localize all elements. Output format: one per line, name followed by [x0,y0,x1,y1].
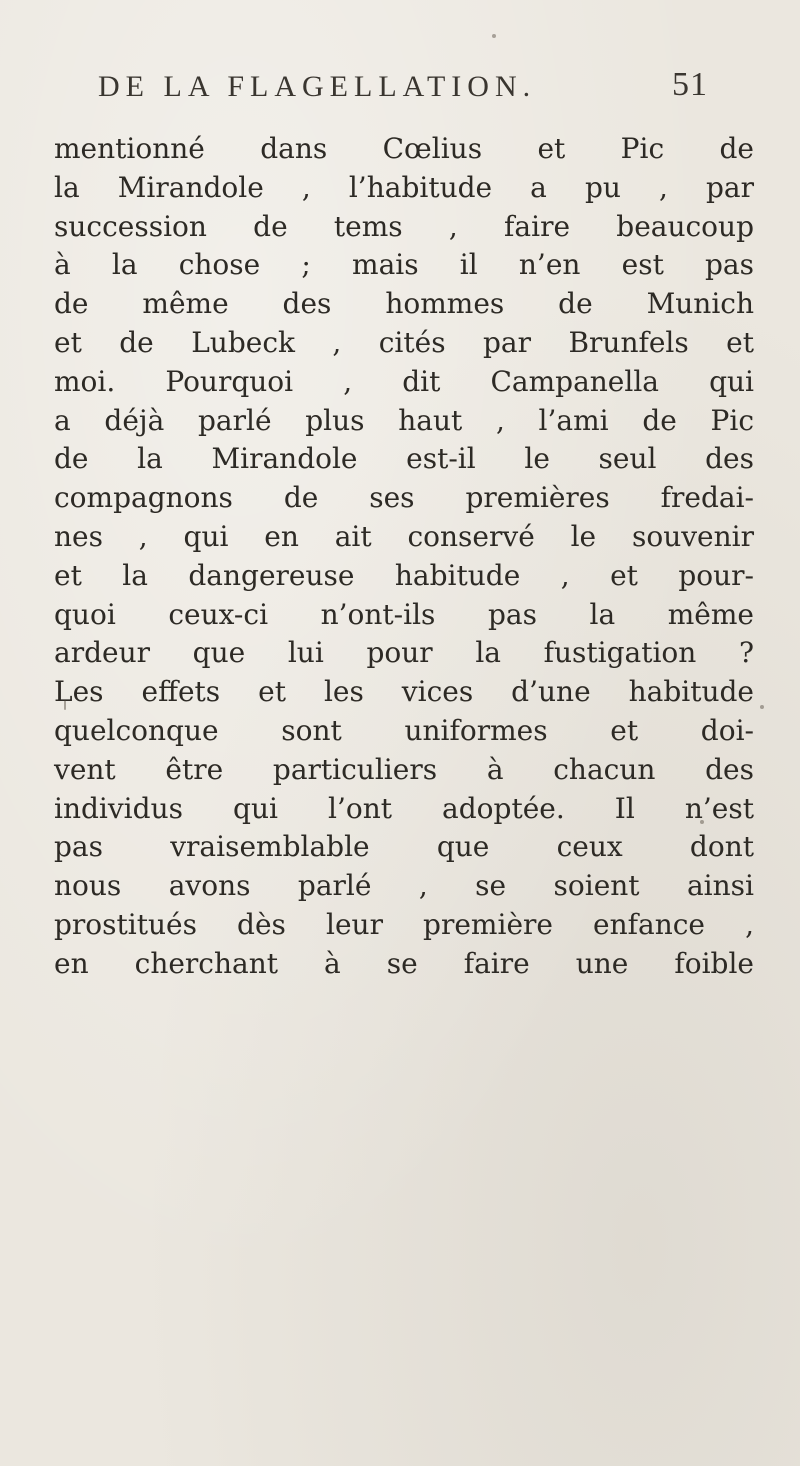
text-line: à la chose ; mais il n’en est pas [54,248,754,282]
ink-speck [492,34,496,38]
text-line: a déjà parlé plus haut , l’ami de Pic [54,403,754,437]
text-line: compagnons de ses premières fredai- [54,481,754,515]
text-line: nes , qui en ait conservé le souvenir [54,519,754,553]
ink-speck [64,700,66,710]
running-head-title: DE LA FLAGELLATION. [98,70,537,103]
text-line: de la Mirandole est-il le seul des [54,442,754,476]
text-line: nous avons parlé , se soient ainsi [54,869,754,903]
page-number: 51 [672,66,708,103]
text-line: succession de tems , faire beaucoup [54,209,754,243]
text-line: quoi ceux-ci n’ont-ils pas la même [54,597,754,631]
text-line: de même des hommes de Munich [54,287,754,321]
text-line: individus qui l’ont adoptée. Il n’est [54,791,754,825]
text-line: et la dangereuse habitude , et pour- [54,558,754,592]
text-line: vent être particuliers à chacun des [54,752,754,786]
ink-speck [760,705,764,709]
body-text [54,130,754,984]
text-line: Les effets et les vices d’une habitude [54,675,754,709]
text-line: et de Lubeck , cités par Brunfels et [54,325,754,359]
ink-speck [700,820,704,824]
text-line: pas vraisemblable que ceux dont [54,830,754,864]
text-line: en cherchant à se faire une foible [54,946,754,980]
text-line: quelconque sont uniformes et doi- [54,713,754,747]
running-head [98,66,708,110]
text-line: la Mirandole , l’habitude a pu , par [54,170,754,204]
text-line: mentionné dans Cœlius et Pic de [54,132,754,165]
text-line: moi. Pourquoi , dit Campanella qui [54,364,754,398]
text-line: ardeur que lui pour la fustigation ? [54,636,754,670]
text-line: prostitués dès leur première enfance , [54,907,754,941]
